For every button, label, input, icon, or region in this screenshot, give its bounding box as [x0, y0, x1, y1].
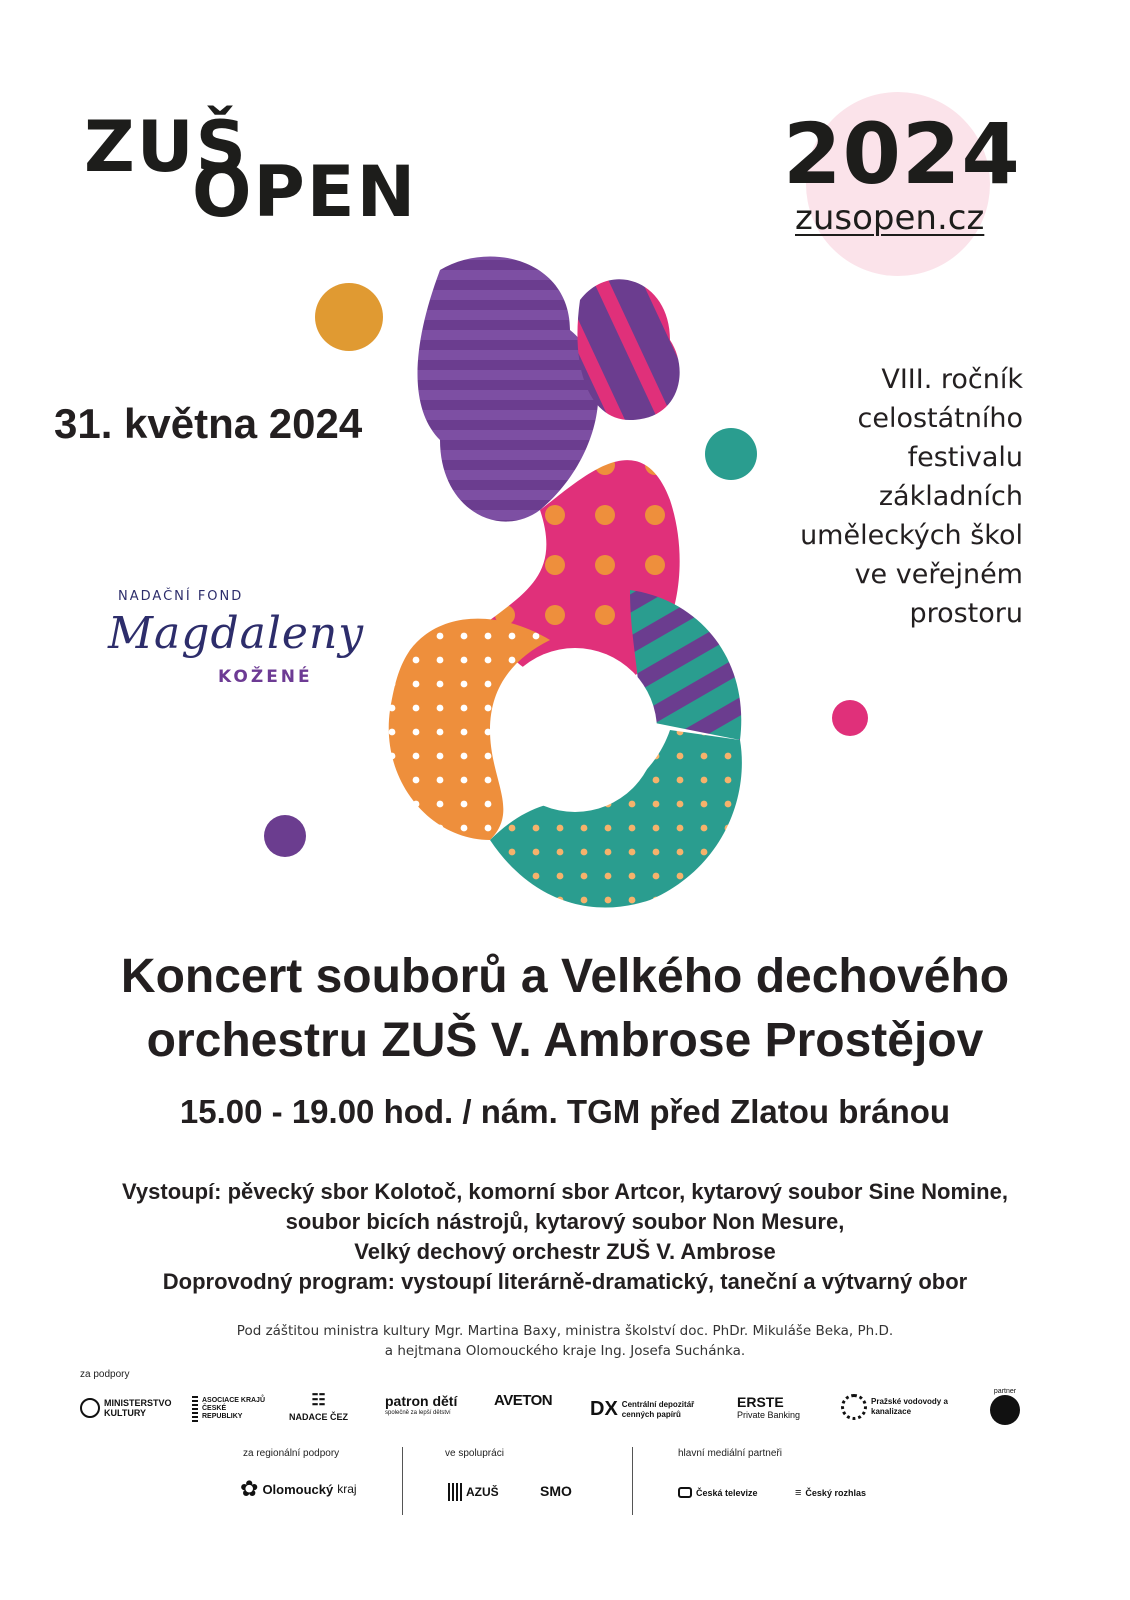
festival-line: uměleckých škol	[800, 520, 1023, 551]
sponsor-ministry	[80, 1398, 172, 1418]
zus-letter-graphic	[380, 240, 760, 920]
sponsor-name: Centrální depozitář cenných papírů	[621, 1399, 695, 1419]
performers	[0, 1177, 1130, 1297]
sponsor-name: Pražské vodovody a kanalizace	[871, 1397, 948, 1416]
performers-line: Doprovodný program: vystoupí literárně-dramatický, taneční a výtvarný obor	[162, 1269, 968, 1294]
sponsor-name: patron dětí	[385, 1393, 458, 1409]
sponsor-name: ASOCIACE KRAJŮ ČESKÉ REPUBLIKY	[202, 1397, 266, 1420]
cez-icon: ☷	[311, 1392, 326, 1409]
headline-line2: orchestru ZUŠ V. Ambrose Prostějov	[146, 1014, 984, 1067]
regional-name: Olomoucký	[262, 1481, 334, 1497]
zus-logo-line1: ZUŠ	[84, 106, 249, 188]
media-ct	[678, 1487, 758, 1498]
festival-line: VIII. ročník	[881, 364, 1023, 395]
olomoucky-icon: ✿	[240, 1476, 259, 1501]
coop-label: ve spolupráci	[445, 1448, 504, 1459]
patronage-line: a hejtmana Olomouckého kraje Ing. Josefa Suchánka.	[384, 1343, 746, 1359]
website-link[interactable]: zusopen.cz	[795, 198, 985, 238]
sponsor-name: MINISTERSTVO KULTURY	[104, 1398, 172, 1418]
time-and-place: 15.00 - 19.00 hod. / nám. TGM před Zlatou bránou	[179, 1093, 951, 1130]
sponsor-asociace	[192, 1396, 266, 1422]
partner-icon	[990, 1395, 1020, 1425]
headline-line1: Koncert souborů a Velkého dechového	[120, 950, 1010, 1003]
fund-label: NADAČNÍ FOND	[118, 589, 244, 604]
azus-icon	[448, 1483, 462, 1501]
performers-line: soubor bicích nástrojů, kytarový soubor Non Mesure,	[285, 1209, 845, 1234]
pink-dot	[832, 700, 868, 736]
zus-logo-line2: OPEN	[192, 151, 418, 233]
sponsor-erste	[737, 1394, 800, 1420]
pvk-icon	[841, 1394, 867, 1420]
ministry-icon	[80, 1398, 100, 1418]
divider	[402, 1447, 403, 1515]
sponsor-cez	[289, 1390, 348, 1422]
festival-line: základních	[878, 481, 1023, 512]
sponsor-sub: společně za lepší dětství	[385, 1410, 451, 1416]
sponsor-sub: Private Banking	[737, 1410, 801, 1420]
festival-line: prostoru	[909, 598, 1023, 629]
sponsor-name: ERSTE	[737, 1394, 784, 1410]
orange-dot	[315, 283, 383, 351]
patronage-text	[0, 1321, 1130, 1361]
regional-label: za regionální podpory	[243, 1448, 340, 1459]
fund-name-script: Magdaleny	[108, 608, 365, 659]
support-label: za podpory	[80, 1369, 130, 1380]
sponsor-aveton	[494, 1392, 552, 1409]
coop-azus	[448, 1483, 499, 1501]
media-name: Český rozhlas	[805, 1488, 866, 1498]
festival-line: ve veřejném	[854, 559, 1023, 590]
regional-suffix: kraj	[337, 1482, 357, 1496]
event-date: 31. května 2024	[54, 400, 363, 447]
ct-icon	[678, 1487, 692, 1498]
patronage-line: Pod záštitou ministra kultury Mgr. Martina Baxy, ministra školství doc. PhDr. Mikuláše Beka, Ph.D.	[236, 1323, 894, 1339]
performers-line: Velký dechový orchestr ZUŠ V. Ambrose	[354, 1239, 776, 1264]
coop-smo	[540, 1483, 572, 1499]
sponsor-name: NADACE ČEZ	[289, 1412, 349, 1422]
sponsor-patron	[385, 1393, 457, 1416]
asociace-icon	[192, 1396, 198, 1422]
sponsor-partner	[990, 1388, 1020, 1425]
divider	[632, 1447, 633, 1515]
media-cro	[795, 1487, 866, 1499]
festival-line: festivalu	[907, 442, 1023, 473]
sponsor-cdcp	[590, 1398, 702, 1421]
festival-line: celostátního	[857, 403, 1023, 434]
performers-line: Vystoupí: pěvecký sbor Kolotoč, komorní sbor Artcor, kytarový soubor Sine Nomine,	[122, 1179, 1008, 1204]
cdcp-icon: DX	[590, 1398, 618, 1420]
year: 2024	[783, 105, 1021, 203]
coop-name: SMO	[540, 1483, 572, 1499]
fund-name-bottom: KOŽENÉ	[218, 667, 313, 687]
purple-dot	[264, 815, 306, 857]
cro-icon: ≡	[795, 1487, 802, 1499]
sponsor-name: AVETON	[494, 1392, 553, 1409]
sponsor-name: partner	[993, 1388, 1017, 1395]
coop-name: AZUŠ	[466, 1485, 499, 1499]
regional-olomoucky	[240, 1476, 357, 1502]
concert-headline	[0, 945, 1130, 1073]
media-name: Česká televize	[696, 1487, 758, 1498]
media-label: hlavní mediální partneři	[678, 1448, 782, 1459]
sponsor-pvk	[841, 1394, 955, 1420]
